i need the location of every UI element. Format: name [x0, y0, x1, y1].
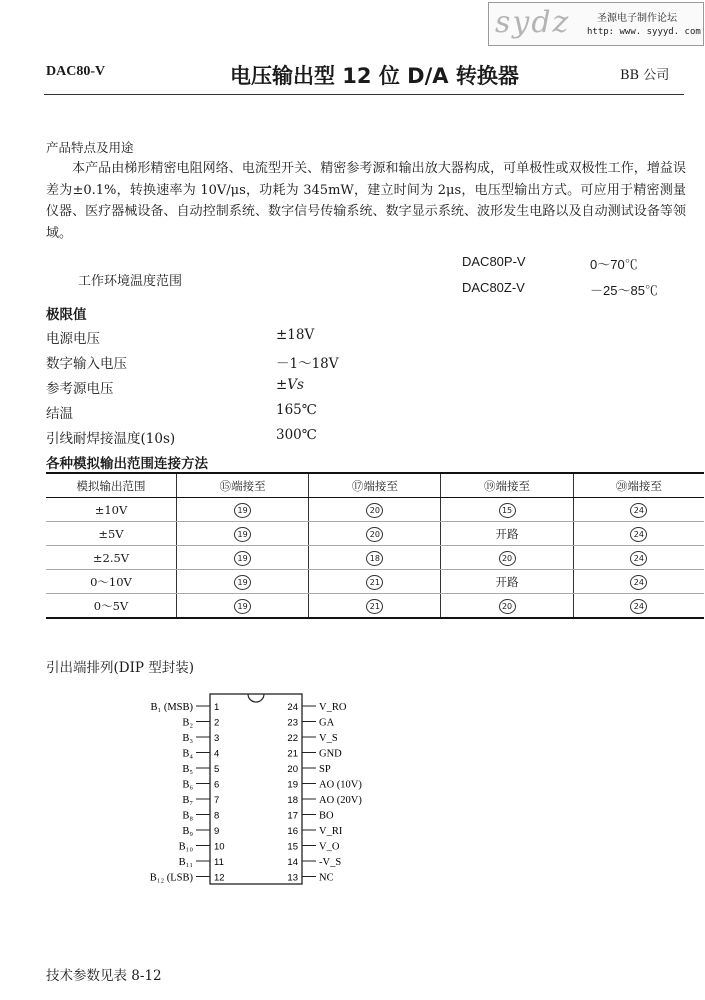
pin-number-circle: 21	[366, 575, 383, 590]
pin-number-circle: 24	[630, 527, 647, 542]
cell-text: ±5V	[98, 526, 124, 541]
pin-number: 19	[287, 779, 298, 791]
watermark-url: http: www. syyyd. com	[587, 27, 701, 37]
pin-label: SP	[319, 764, 331, 775]
pin-number-circle: 24	[630, 575, 647, 590]
pin-number: 11	[214, 857, 224, 868]
pin-label: NC	[319, 872, 334, 884]
pin-number-circle: 24	[630, 599, 647, 614]
pin-number-circle: 19	[234, 551, 251, 566]
pin-number: 14	[287, 857, 298, 868]
pin-number: 1	[214, 702, 220, 713]
pin-number-circle: 19	[234, 527, 251, 542]
page-title: 电压输出型 12 位 D/A 转换器	[230, 64, 519, 88]
pin-label: B₈	[182, 810, 193, 822]
pin-number: 6	[214, 779, 220, 791]
pin-number: 8	[214, 810, 220, 822]
pin-label: GA	[319, 717, 335, 729]
ic-notch	[248, 694, 264, 702]
pin-label: V_S	[319, 733, 338, 744]
model-number: DAC80-V	[46, 64, 106, 79]
pin-number: 2	[214, 717, 220, 729]
pin-label: V_O	[319, 841, 340, 853]
pin-label: B₁₁	[178, 857, 193, 868]
pin-number: 12	[214, 872, 225, 884]
pin-label: B₇	[182, 795, 193, 806]
pin-label: B₂	[182, 717, 193, 729]
features-heading: 产品特点及用途	[46, 140, 134, 155]
limit-value: 300℃	[276, 427, 317, 443]
limit-label: 参考源电压	[46, 381, 114, 397]
pin-number-circle: 20	[499, 551, 516, 566]
pin-label: B₁₂ (LSB)	[149, 872, 193, 884]
limit-label: 引线耐焊接温度(10s)	[46, 431, 176, 447]
pin-label: GND	[319, 748, 342, 760]
connection-heading: 各种模拟输出范围连接方法	[46, 456, 208, 472]
pin-label: -V_S	[319, 857, 342, 868]
pin-number: 24	[287, 702, 298, 713]
pin-number-circle: 19	[234, 599, 251, 614]
pin-label: B₃	[182, 733, 193, 744]
pin-number-circle: 20	[499, 599, 516, 614]
watermark-logo: sydz	[495, 5, 571, 40]
pin-label: AO (10V)	[319, 779, 362, 791]
pin-number: 17	[287, 810, 298, 822]
temp-model: DAC80Z-V	[462, 280, 525, 295]
pin-number: 5	[214, 764, 220, 775]
pin-label: B₄	[182, 748, 193, 760]
pin-number: 4	[214, 748, 220, 760]
limits-heading: 极限值	[46, 307, 87, 323]
pin-number-circle: 18	[366, 551, 383, 566]
limit-label: 电源电压	[46, 331, 100, 347]
pin-label: B₁ (MSB)	[150, 702, 193, 713]
column-header: ⑮端接至	[177, 473, 309, 498]
pin-number-circle: 20	[366, 503, 383, 518]
pin-number-circle: 24	[630, 503, 647, 518]
temperature-heading: 工作环境温度范围	[78, 274, 183, 289]
temp-range: －25～85℃	[590, 283, 658, 298]
limit-value: ±18V	[276, 327, 315, 343]
cell-text: ±10V	[94, 502, 128, 517]
pin-number: 15	[287, 841, 298, 853]
cell-text: 开路	[495, 574, 519, 589]
pin-number: 21	[287, 748, 298, 760]
pin-number: 7	[214, 795, 220, 806]
pin-number-circle: 19	[234, 503, 251, 518]
cell-text: ±2.5V	[92, 550, 130, 565]
pinout-heading: 引出端排列(DIP 型封装)	[46, 660, 195, 676]
pin-number: 10	[214, 841, 225, 853]
pin-label: V_RI	[319, 826, 343, 837]
watermark-site-name: 圣源电子制作论坛	[597, 13, 677, 24]
limit-value: 165℃	[276, 402, 317, 418]
pin-label: B₅	[182, 764, 193, 775]
pin-number: 20	[287, 764, 298, 775]
pin-number-circle: 20	[366, 527, 383, 542]
column-header: ⑲端接至	[441, 473, 573, 498]
column-header: 模拟输出范围	[46, 473, 177, 498]
pin-number: 22	[287, 733, 298, 744]
limit-value: ±Vs	[276, 377, 304, 393]
pin-number: 18	[287, 795, 298, 806]
pin-label: B₁₀	[178, 841, 193, 853]
limit-label: 数字输入电压	[46, 356, 127, 372]
temp-range: 0～70℃	[590, 257, 638, 272]
limit-label: 结温	[46, 406, 73, 422]
features-paragraph: 本产品由梯形精密电阻网络、电流型开关、精密参考源和输出放大器构成，可单极性或双极性工作，增益误差为±0.1%，转换速率为 10V/μs，功耗为 345mW，建立时间为 2μs，电压型输出方式。可应用于精密测量仪器、医疗器械设备、自动控制系统、数字信号传输系统、数字显示系统、波形发生电路以及自动测试设备等领域。	[46, 161, 686, 241]
pin-number: 9	[214, 826, 220, 837]
column-header: ⑰端接至	[309, 473, 441, 498]
pin-number-circle: 21	[366, 599, 383, 614]
cell-text: 开路	[495, 526, 519, 541]
footer-note: 技术参数见表 8-12	[46, 968, 162, 984]
pin-number: 3	[214, 733, 220, 744]
pin-label: B₉	[182, 826, 193, 837]
cell-text: 0～10V	[90, 574, 132, 589]
pin-number-circle: 19	[234, 575, 251, 590]
limit-value: －1～18V	[276, 356, 339, 372]
pin-label: B₆	[182, 779, 193, 791]
pin-number: 13	[287, 872, 298, 884]
pin-label: BO	[319, 810, 334, 822]
cell-text: 0～5V	[93, 598, 129, 613]
column-header: ⑳端接至	[573, 473, 704, 498]
pin-label: AO (20V)	[319, 795, 362, 806]
temp-model: DAC80P-V	[462, 254, 526, 269]
pin-number: 23	[287, 717, 298, 729]
pin-label: V_RO	[319, 702, 347, 713]
company-name: BB 公司	[620, 68, 670, 83]
pin-number: 16	[287, 826, 298, 837]
pin-number-circle: 24	[630, 551, 647, 566]
pin-number-circle: 15	[499, 503, 516, 518]
